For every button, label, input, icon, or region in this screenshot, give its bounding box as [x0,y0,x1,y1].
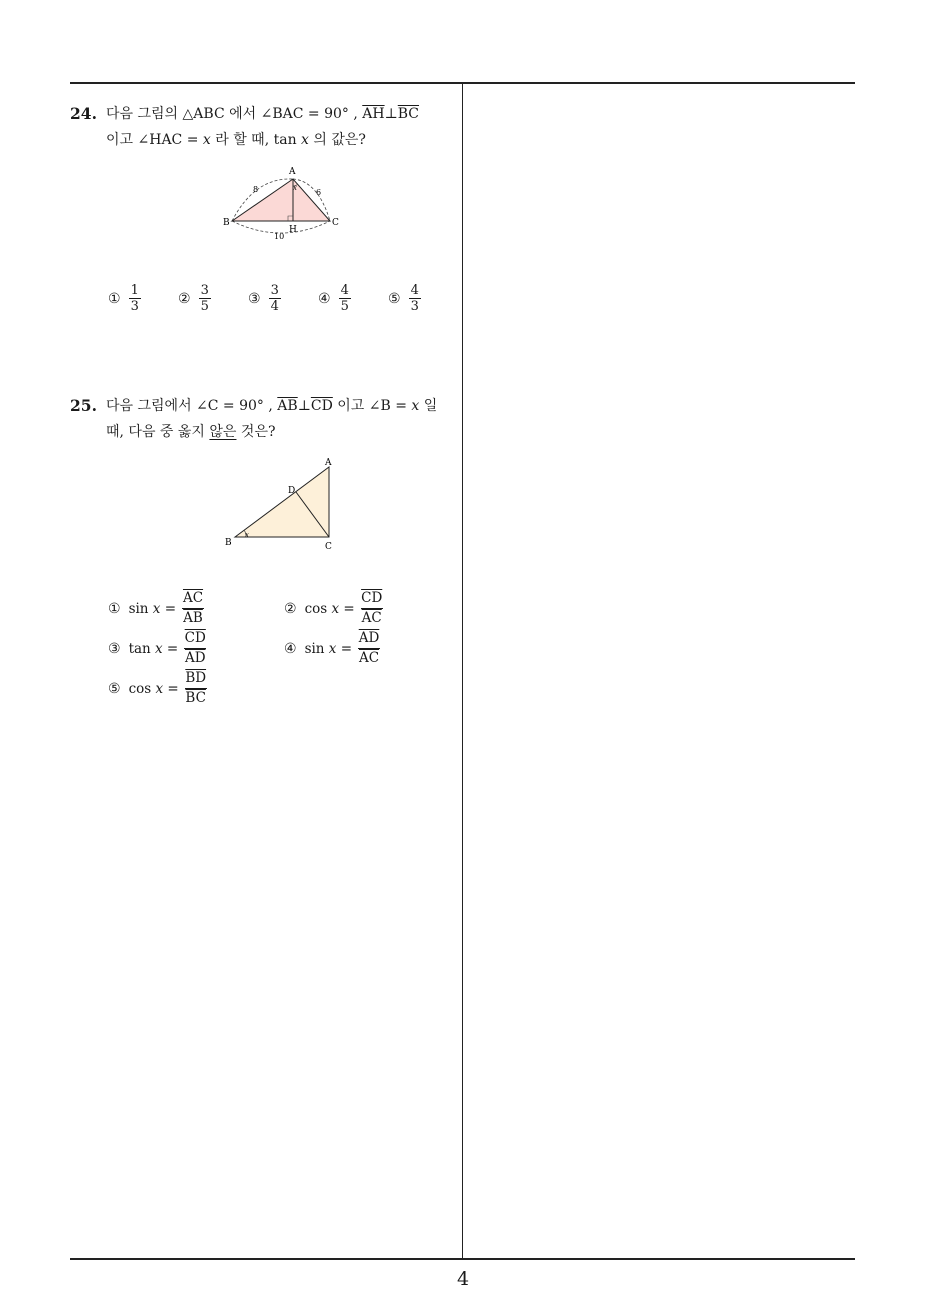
fraction: $\frac{\overline{AC}}{AB}$ [182,590,204,626]
perpendicular-symbol: ⊥ [384,106,398,122]
question-text [106,101,455,153]
choice-5[interactable]: ⑤ $\frac{4}{3}$ [388,283,419,314]
label-a: A [289,167,296,177]
triangle-abc [232,179,330,221]
segment-ab: $\overline{AB}$ [277,398,298,414]
choice-4[interactable]: ④ $\frac{4}{5}$ [318,283,349,314]
fraction: $\frac{3}{4}$ [270,283,279,314]
triangle-abc [235,467,329,537]
segment-cd: $\overline{CD}$ [310,398,333,414]
triangle-figure-24 [220,163,350,245]
fraction: $\frac{\overline{CD}}{AC}$ [361,590,383,626]
label-h: H [289,225,297,235]
label-d: D [288,486,296,496]
label-x: x [293,184,297,192]
fraction: $\frac{4}{5}$ [340,283,349,314]
question-line-2: 때, 다음 중 옳지 않은 것은? [106,424,276,440]
fraction: $\frac{3}{5}$ [200,283,209,314]
label-side-ab: 8 [253,185,259,194]
question-number: 24. [70,104,97,123]
choice-2[interactable]: ② cos 𝑥 = $\frac{\overline{CD}}{AC}$ [284,590,383,626]
emphasis-underline: 않은 [209,424,237,440]
segment-ah: $\overline{AH}$ [362,106,385,122]
choice-4[interactable]: ④ sin 𝑥 = $\frac{\overline{AD}}{AC}$ [284,630,380,666]
label-a: A [325,458,332,468]
choice-1[interactable]: ① $\frac{1}{3}$ [108,283,139,314]
fraction: $\frac{1}{3}$ [130,283,139,314]
label-x: x [245,531,249,539]
question-number: 25. [70,396,97,415]
question-text [106,393,455,445]
label-side-bc: 10 [274,232,285,241]
question-line-1: 다음 그림의 △ABC 에서 ∠BAC = 90° , $\overline{AH}\perp\overline{BC}$ [106,106,420,122]
question-25 [70,393,455,445]
label-c: C [325,542,332,552]
question-line-2: 이고 ∠HAC = 𝑥 라 할 때, tan 𝑥 의 값은? [106,132,366,148]
column-divider [462,83,463,1258]
label-side-ac: 6 [316,188,322,197]
choice-3[interactable]: ③ tan 𝑥 = $\frac{\overline{CD}}{AD}$ [108,630,206,666]
fraction: $\frac{\overline{AD}}{AC}$ [358,630,380,666]
fraction: $\frac{\overline{CD}}{AD}$ [184,630,206,666]
choice-2[interactable]: ② $\frac{3}{5}$ [178,283,209,314]
fraction: $\frac{\overline{BD}}{BC}$ [185,670,207,706]
label-b: B [225,538,232,548]
label-c: C [332,218,339,228]
fraction: $\frac{4}{3}$ [410,283,419,314]
question-24 [70,101,455,153]
choice-3[interactable]: ③ $\frac{3}{4}$ [248,283,279,314]
answer-choices-24 [108,283,458,314]
choice-5[interactable]: ⑤ cos 𝑥 = $\frac{\overline{BD}}{BC}$ [108,670,207,706]
page-number: 4 [456,1268,470,1290]
choice-1[interactable]: ① sin 𝑥 = $\frac{\overline{AC}}{AB}$ [108,590,204,626]
question-line-1: 다음 그림에서 ∠C = 90° , $\overline{AB}\perp\overline{CD}$ 이고 ∠B = 𝑥 일 [106,398,438,414]
perpendicular-symbol: ⊥ [297,398,311,414]
triangle-figure-25 [220,455,345,559]
bottom-rule [70,1258,855,1260]
label-b: B [223,218,230,228]
segment-bc: $\overline{BC}$ [397,106,420,122]
